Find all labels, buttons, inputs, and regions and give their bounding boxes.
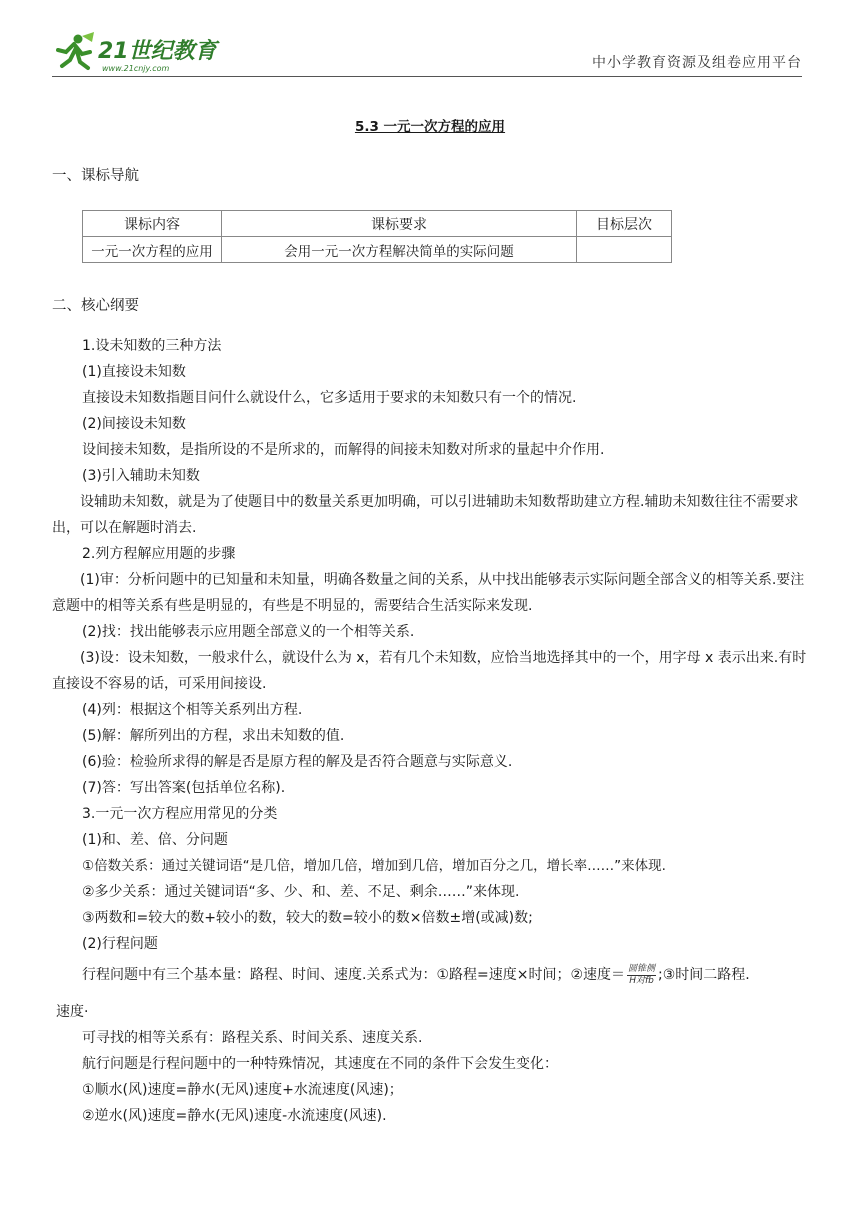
paragraph: ③两数和=较大的数+较小的数，较大的数=较小的数×倍数±增(或减)数; <box>82 910 533 926</box>
section-heading-2: 二、核心纲要 <box>52 298 139 314</box>
paragraph: (5)解：解所列出的方程，求出未知数的值. <box>82 728 345 744</box>
subheading: 3.一元一次方程应用常见的分类 <box>82 806 278 822</box>
formula-line: 行程问题中有三个基本量：路程、时间、速度.关系式为：①路程=速度×时间；②速度＝ $\frac{\text{圆锥侧}}{\text{H对fb}}$ ;③时间二路程. <box>82 963 750 986</box>
standards-table <box>82 210 672 263</box>
table-cell: 会用一元一次方程解决简单的实际问题 <box>222 237 577 263</box>
paragraph: 速度· <box>56 1004 89 1020</box>
document-title: 5.3 一元一次方程的应用 <box>354 119 506 135</box>
paragraph: (7)答：写出答案(包括单位名称). <box>82 780 286 796</box>
paragraph: ①倍数关系：通过关键词语“是几倍，增加几倍，增加到几倍，增加百分之几，增长率……”来体现. <box>82 858 666 874</box>
section-heading-1: 一、课标导航 <box>52 168 139 184</box>
table-cell <box>577 237 672 263</box>
paragraph: ②多少关系：通过关键词语“多、少、和、差、不足、剩余……”来体现. <box>82 884 520 900</box>
runner-icon <box>58 32 94 68</box>
paragraph: (3)设：设未知数，一般求什么，就设什么为 x，若有几个未知数，应恰当地选择其中的一个，用字母 x 表示出来.有时直接设不容易的话，可采用间接设. <box>52 650 807 692</box>
paragraph: (1)审：分析问题中的已知量和未知量，明确各数量之间的关系，从中找出能够表示实际问题全部含义的相等关系.要注意题中的相等关系有些是明显的，有些是不明显的，需要结合生活实际来发现. <box>52 572 805 614</box>
table-header: 课标要求 <box>222 211 577 237</box>
paragraph: (3)引入辅助未知数 <box>82 468 200 484</box>
paragraph: 设间接未知数，是指所设的不是所求的，而解得的间接未知数对所求的量起中介作用. <box>82 442 605 458</box>
table-header-row <box>83 211 672 237</box>
table-cell: 一元一次方程的应用 <box>83 237 222 263</box>
paragraph: 航行问题是行程问题中的一种特殊情况，其速度在不同的条件下会发生变化： <box>82 1056 558 1072</box>
paragraph: 设辅助未知数，就是为了使题目中的数量关系更加明确，可以引进辅助未知数帮助建立方程.辅助未知数往往不需要求出，可以在解题时消去. <box>52 494 799 536</box>
table-header: 目标层次 <box>577 211 672 237</box>
paragraph: (2)行程问题 <box>82 936 158 952</box>
paragraph: (4)列：根据这个相等关系列出方程. <box>82 702 303 718</box>
table-header: 课标内容 <box>83 211 222 237</box>
paragraph: 可寻找的相等关系有：路程关系、时间关系、速度关系. <box>82 1030 423 1046</box>
paragraph: (1)直接设未知数 <box>82 364 186 380</box>
paragraph: (2)间接设未知数 <box>82 416 186 432</box>
paragraph: (1)和、差、倍、分问题 <box>82 832 228 848</box>
subheading: 2.列方程解应用题的步骤 <box>82 546 236 562</box>
site-logo <box>52 30 232 74</box>
paragraph: (6)验：检验所求得的解是否是原方程的解及是否符合题意与实际意义. <box>82 754 513 770</box>
fraction: $\frac{\text{圆锥侧}}{\text{H对fb}}$ <box>628 963 656 986</box>
svg-text:www.21cnjy.com: www.21cnjy.com <box>102 64 170 73</box>
paragraph: 直接设未知数指题目问什么就设什么，它多适用于要求的未知数只有一个的情况. <box>82 390 577 406</box>
paragraph: ①顺水(风)速度=静水(无风)速度+水流速度(风速)； <box>82 1082 403 1098</box>
paragraph: ②逆水(风)速度=静水(无风)速度-水流速度(风速). <box>82 1108 387 1124</box>
table-row <box>83 237 672 263</box>
platform-name: 中小学教育资源及组卷应用平台 <box>592 55 802 71</box>
page-header <box>52 28 802 77</box>
svg-text:21世纪教育: 21世纪教育 <box>98 39 217 64</box>
subheading: 1.设未知数的三种方法 <box>82 338 222 354</box>
paragraph: (2)找：找出能够表示应用题全部意义的一个相等关系. <box>82 624 415 640</box>
